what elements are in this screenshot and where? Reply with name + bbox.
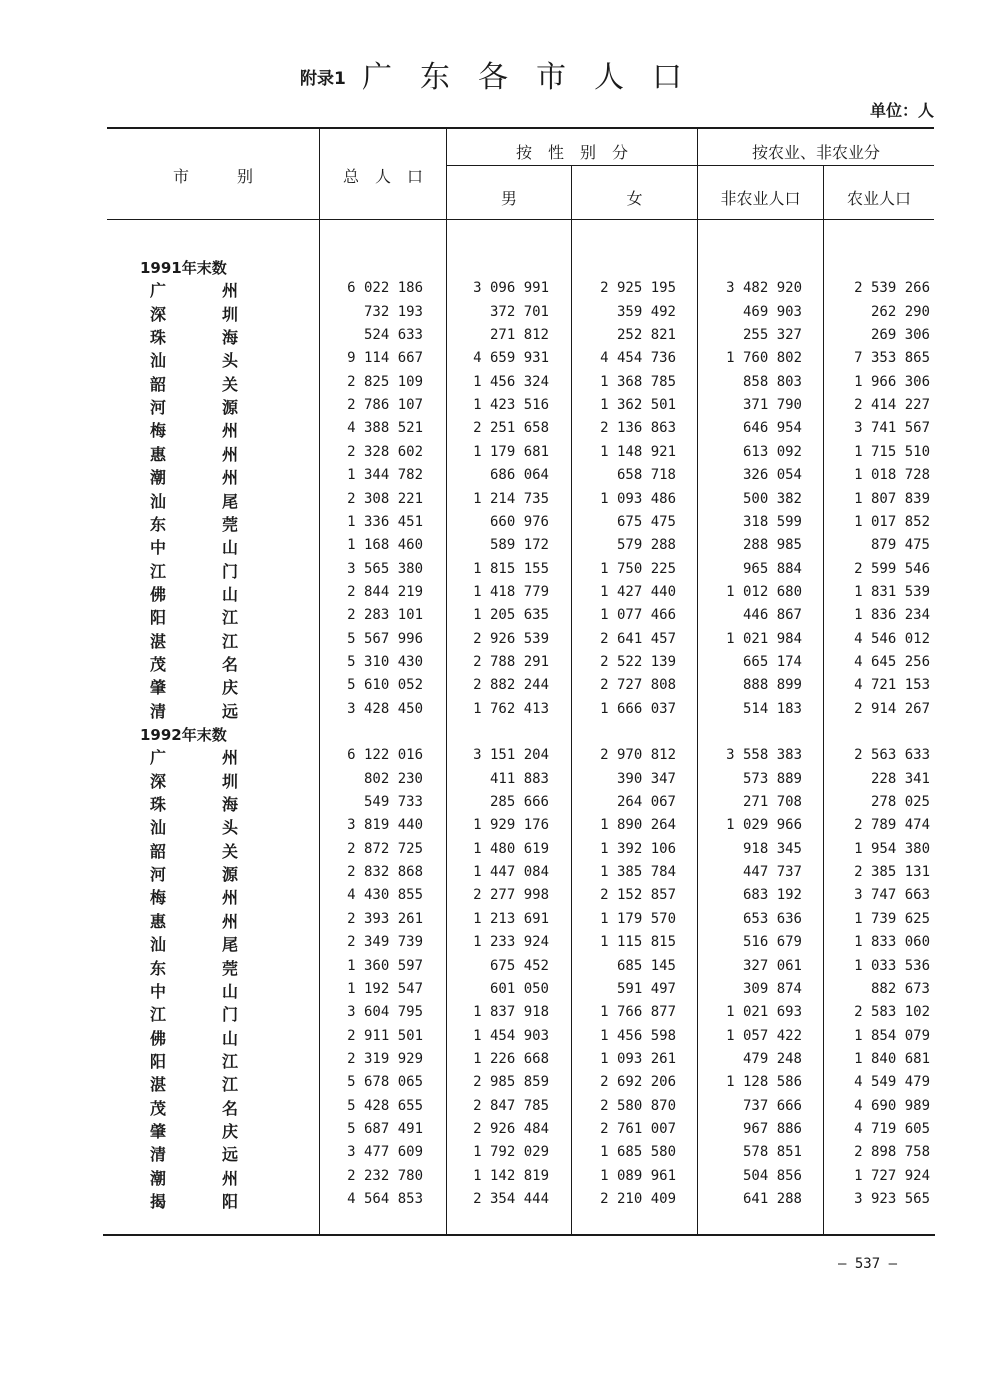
cell-male: 1 213 691 bbox=[473, 910, 549, 927]
cell-non-agri: 318 599 bbox=[742, 513, 802, 530]
city-name-char1: 肇 bbox=[150, 1121, 167, 1141]
cell-female: 2 136 863 bbox=[600, 420, 676, 437]
cell-male: 1 205 635 bbox=[473, 607, 549, 624]
city-name-char1: 汕 bbox=[150, 818, 167, 838]
cell-non-agri: 858 803 bbox=[742, 373, 802, 390]
cell-non-agri: 918 345 bbox=[742, 840, 802, 857]
cell-non-agri: 3 558 383 bbox=[726, 747, 802, 764]
cell-total: 1 360 597 bbox=[347, 957, 423, 974]
cell-total: 2 232 780 bbox=[347, 1167, 423, 1184]
city-name-char1: 深 bbox=[150, 304, 167, 324]
cell-male: 1 179 681 bbox=[473, 443, 549, 460]
cell-agri: 882 673 bbox=[870, 980, 930, 997]
cell-non-agri: 1 057 422 bbox=[726, 1027, 802, 1044]
city-name-char2: 头 bbox=[222, 351, 239, 371]
city-name-char2: 圳 bbox=[222, 771, 239, 791]
city-name-char1: 深 bbox=[150, 771, 167, 791]
cell-female: 1 148 921 bbox=[600, 443, 676, 460]
cell-agri: 2 414 227 bbox=[854, 397, 930, 414]
cell-total: 5 678 065 bbox=[347, 1074, 423, 1091]
cell-agri: 4 719 605 bbox=[854, 1120, 930, 1137]
header-by-agri: 按农业、非农业分 bbox=[751, 143, 880, 162]
city-name-char1: 清 bbox=[150, 701, 167, 721]
cell-female: 4 454 736 bbox=[600, 350, 676, 367]
city-name-char1: 茂 bbox=[150, 1098, 167, 1118]
cell-female: 591 497 bbox=[616, 980, 676, 997]
header-male: 男 bbox=[500, 189, 517, 208]
cell-female: 1 362 501 bbox=[600, 397, 676, 414]
city-name-char1: 阳 bbox=[150, 608, 167, 628]
cell-total: 2 786 107 bbox=[347, 397, 423, 414]
cell-agri: 2 563 633 bbox=[854, 747, 930, 764]
cell-agri: 1 954 380 bbox=[854, 840, 930, 857]
cell-agri: 4 549 479 bbox=[854, 1074, 930, 1091]
cell-non-agri: 327 061 bbox=[742, 957, 802, 974]
cell-non-agri: 1 012 680 bbox=[726, 583, 802, 600]
cell-male: 660 976 bbox=[489, 513, 549, 530]
cell-male: 1 454 903 bbox=[473, 1027, 549, 1044]
cell-total: 4 564 853 bbox=[347, 1191, 423, 1207]
cell-agri: 1 033 536 bbox=[854, 957, 930, 974]
cell-total: 2 349 739 bbox=[347, 934, 423, 951]
cell-total: 2 825 109 bbox=[347, 373, 423, 390]
cell-female: 1 890 264 bbox=[600, 817, 676, 834]
cell-female: 2 727 808 bbox=[600, 677, 676, 694]
city-name-char2: 头 bbox=[222, 818, 239, 838]
cell-male: 1 214 735 bbox=[473, 490, 549, 507]
cell-total: 1 192 547 bbox=[347, 980, 423, 997]
cell-agri: 1 017 852 bbox=[854, 513, 930, 530]
cell-non-agri: 646 954 bbox=[742, 420, 802, 437]
cell-male: 1 418 779 bbox=[473, 583, 549, 600]
city-name-char1: 湛 bbox=[150, 631, 167, 651]
cell-male: 1 142 819 bbox=[473, 1167, 549, 1184]
cell-non-agri: 326 054 bbox=[742, 467, 802, 484]
cell-non-agri: 514 183 bbox=[742, 700, 802, 717]
cell-male: 1 792 029 bbox=[473, 1144, 549, 1161]
cell-agri: 1 715 510 bbox=[854, 443, 930, 460]
city-name-char2: 莞 bbox=[222, 958, 239, 978]
cell-female: 390 347 bbox=[616, 770, 676, 787]
cell-female: 2 925 195 bbox=[600, 280, 676, 297]
cell-total: 3 819 440 bbox=[347, 817, 423, 834]
cell-agri: 7 353 865 bbox=[854, 350, 930, 367]
cell-male: 675 452 bbox=[489, 957, 549, 974]
city-name-char1: 广 bbox=[150, 281, 167, 301]
city-name-char2: 州 bbox=[222, 281, 239, 301]
header-by-sex: 按 性 别 分 bbox=[515, 143, 628, 162]
cell-male: 372 701 bbox=[489, 303, 549, 320]
cell-total: 4 388 521 bbox=[347, 420, 423, 437]
cell-total: 3 477 609 bbox=[347, 1144, 423, 1161]
cell-male: 2 926 484 bbox=[473, 1120, 549, 1137]
cell-agri: 2 583 102 bbox=[854, 1004, 930, 1021]
cell-non-agri: 967 886 bbox=[742, 1120, 802, 1137]
city-name-char1: 肇 bbox=[150, 678, 167, 698]
cell-non-agri: 479 248 bbox=[742, 1050, 802, 1067]
cell-non-agri: 309 874 bbox=[742, 980, 802, 997]
cell-female: 2 210 409 bbox=[600, 1191, 676, 1207]
cell-agri: 228 341 bbox=[870, 770, 930, 787]
cell-agri: 269 306 bbox=[870, 327, 930, 344]
cell-non-agri: 665 174 bbox=[742, 653, 802, 670]
cell-agri: 4 721 153 bbox=[854, 677, 930, 694]
city-name-char2: 山 bbox=[222, 981, 239, 1001]
city-name-char2: 莞 bbox=[222, 514, 239, 534]
cell-female: 2 152 857 bbox=[600, 887, 676, 904]
cell-male: 1 762 413 bbox=[473, 700, 549, 717]
city-name-char1: 湛 bbox=[150, 1075, 167, 1095]
header-agri: 农业人口 bbox=[846, 189, 911, 208]
cell-agri: 3 747 663 bbox=[854, 887, 930, 904]
city-name-char2: 州 bbox=[222, 888, 239, 908]
cell-total: 2 844 219 bbox=[347, 583, 423, 600]
city-name-char1: 潮 bbox=[150, 1168, 167, 1188]
cell-agri: 1 836 234 bbox=[854, 607, 930, 624]
cell-non-agri: 578 851 bbox=[742, 1144, 802, 1161]
cell-female: 1 093 261 bbox=[600, 1050, 676, 1067]
cell-total: 1 336 451 bbox=[347, 513, 423, 530]
cell-female: 1 115 815 bbox=[600, 934, 676, 951]
city-name-char2: 庆 bbox=[222, 1121, 239, 1141]
city-name-char2: 山 bbox=[222, 538, 239, 558]
city-name-char1: 东 bbox=[150, 514, 167, 534]
cell-male: 2 251 658 bbox=[473, 420, 549, 437]
cell-male: 1 837 918 bbox=[473, 1004, 549, 1021]
cell-total: 5 610 052 bbox=[347, 677, 423, 694]
cell-non-agri: 573 889 bbox=[742, 770, 802, 787]
cell-male: 3 096 991 bbox=[473, 280, 549, 297]
cell-total: 2 283 101 bbox=[347, 607, 423, 624]
city-name-char2: 远 bbox=[222, 701, 239, 721]
cell-female: 264 067 bbox=[616, 794, 676, 811]
cell-female: 2 692 206 bbox=[600, 1074, 676, 1091]
city-name-char2: 海 bbox=[222, 795, 239, 815]
cell-female: 359 492 bbox=[616, 303, 676, 320]
city-name-char1: 珠 bbox=[150, 795, 167, 815]
cell-agri: 2 599 546 bbox=[854, 560, 930, 577]
cell-female: 1 077 466 bbox=[600, 607, 676, 624]
city-name-char1: 韶 bbox=[150, 841, 167, 861]
cell-agri: 3 741 567 bbox=[854, 420, 930, 437]
cell-female: 1 179 570 bbox=[600, 910, 676, 927]
cell-agri: 262 290 bbox=[870, 303, 930, 320]
cell-non-agri: 653 636 bbox=[742, 910, 802, 927]
city-name-char2: 关 bbox=[222, 841, 239, 861]
header-city: 市 别 bbox=[172, 167, 253, 186]
cell-female: 2 522 139 bbox=[600, 653, 676, 670]
city-name-char1: 佛 bbox=[150, 584, 167, 604]
cell-non-agri: 371 790 bbox=[742, 397, 802, 414]
cell-non-agri: 446 867 bbox=[742, 607, 802, 624]
cell-female: 252 821 bbox=[616, 327, 676, 344]
city-name-char2: 州 bbox=[222, 911, 239, 931]
cell-total: 6 122 016 bbox=[347, 747, 423, 764]
cell-male: 4 659 931 bbox=[473, 350, 549, 367]
city-name-char2: 源 bbox=[222, 398, 239, 418]
cell-female: 1 685 580 bbox=[600, 1144, 676, 1161]
city-name-char2: 尾 bbox=[222, 491, 239, 511]
cell-non-agri: 469 903 bbox=[742, 303, 802, 320]
cell-total: 5 310 430 bbox=[347, 653, 423, 670]
cell-male: 1 423 516 bbox=[473, 397, 549, 414]
cell-total: 802 230 bbox=[363, 770, 423, 787]
cell-non-agri: 641 288 bbox=[742, 1191, 802, 1207]
cell-total: 5 428 655 bbox=[347, 1097, 423, 1114]
cell-male: 1 480 619 bbox=[473, 840, 549, 857]
cell-agri: 4 690 989 bbox=[854, 1097, 930, 1114]
cell-agri: 1 018 728 bbox=[854, 467, 930, 484]
city-name-char2: 州 bbox=[222, 444, 239, 464]
city-name-char2: 圳 bbox=[222, 304, 239, 324]
cell-non-agri: 288 985 bbox=[742, 537, 802, 554]
cell-male: 2 788 291 bbox=[473, 653, 549, 670]
city-name-char1: 中 bbox=[150, 981, 167, 1001]
city-name-char2: 名 bbox=[222, 1098, 239, 1118]
city-name-char1: 河 bbox=[150, 398, 167, 418]
cell-total: 2 911 501 bbox=[347, 1027, 423, 1044]
cell-total: 2 328 602 bbox=[347, 443, 423, 460]
cell-total: 4 430 855 bbox=[347, 887, 423, 904]
city-name-char2: 关 bbox=[222, 374, 239, 394]
cell-female: 1 666 037 bbox=[600, 700, 676, 717]
cell-non-agri: 888 899 bbox=[742, 677, 802, 694]
cell-male: 589 172 bbox=[489, 537, 549, 554]
cell-female: 658 718 bbox=[616, 467, 676, 484]
cell-non-agri: 504 856 bbox=[742, 1167, 802, 1184]
city-name-char2: 州 bbox=[222, 421, 239, 441]
cell-female: 1 093 486 bbox=[600, 490, 676, 507]
cell-female: 1 456 598 bbox=[600, 1027, 676, 1044]
city-name-char1: 江 bbox=[150, 1005, 167, 1025]
cell-agri: 879 475 bbox=[870, 537, 930, 554]
cell-total: 2 832 868 bbox=[347, 864, 423, 881]
cell-total: 3 565 380 bbox=[347, 560, 423, 577]
cell-agri: 2 789 474 bbox=[854, 817, 930, 834]
cell-non-agri: 737 666 bbox=[742, 1097, 802, 1114]
cell-agri: 1 840 681 bbox=[854, 1050, 930, 1067]
cell-agri: 2 914 267 bbox=[854, 700, 930, 717]
section-label: 1992年末数 bbox=[140, 726, 227, 744]
cell-agri: 3 923 565 bbox=[854, 1191, 930, 1207]
cell-female: 1 089 961 bbox=[600, 1167, 676, 1184]
city-name-char1: 惠 bbox=[150, 444, 167, 464]
cell-agri: 1 739 625 bbox=[854, 910, 930, 927]
cell-total: 524 633 bbox=[363, 327, 423, 344]
cell-female: 2 761 007 bbox=[600, 1120, 676, 1137]
title-prefix: 附录1 bbox=[300, 69, 346, 89]
cell-agri: 1 854 079 bbox=[854, 1027, 930, 1044]
city-name-char1: 梅 bbox=[150, 421, 167, 441]
cell-total: 9 114 667 bbox=[347, 350, 423, 367]
section-label: 1991年末数 bbox=[140, 259, 227, 277]
cell-agri: 1 833 060 bbox=[854, 934, 930, 951]
cell-male: 2 985 859 bbox=[473, 1074, 549, 1091]
city-name-char1: 东 bbox=[150, 958, 167, 978]
cell-female: 1 427 440 bbox=[600, 583, 676, 600]
city-name-char2: 尾 bbox=[222, 935, 239, 955]
cell-non-agri: 613 092 bbox=[742, 443, 802, 460]
cell-agri: 1 807 839 bbox=[854, 490, 930, 507]
city-name-char2: 州 bbox=[222, 468, 239, 488]
cell-male: 601 050 bbox=[489, 980, 549, 997]
cell-total: 732 193 bbox=[363, 303, 423, 320]
cell-male: 2 882 244 bbox=[473, 677, 549, 694]
cell-female: 1 750 225 bbox=[600, 560, 676, 577]
city-name-char2: 山 bbox=[222, 1028, 239, 1048]
cell-male: 411 883 bbox=[489, 770, 549, 787]
city-name-char1: 清 bbox=[150, 1145, 167, 1165]
cell-male: 2 926 539 bbox=[473, 630, 549, 647]
cell-female: 2 641 457 bbox=[600, 630, 676, 647]
cell-total: 6 022 186 bbox=[347, 280, 423, 297]
cell-non-agri: 1 128 586 bbox=[726, 1074, 802, 1091]
cell-female: 579 288 bbox=[616, 537, 676, 554]
city-name-char2: 门 bbox=[222, 561, 239, 581]
cell-non-agri: 965 884 bbox=[742, 560, 802, 577]
cell-total: 1 168 460 bbox=[347, 537, 423, 554]
cell-non-agri: 3 482 920 bbox=[726, 280, 802, 297]
unit-label: 单位：人 bbox=[869, 101, 934, 120]
city-name-char2: 山 bbox=[222, 584, 239, 604]
cell-female: 1 385 784 bbox=[600, 864, 676, 881]
cell-non-agri: 1 021 984 bbox=[726, 630, 802, 647]
cell-non-agri: 683 192 bbox=[742, 887, 802, 904]
cell-agri: 1 966 306 bbox=[854, 373, 930, 390]
cell-female: 675 475 bbox=[616, 513, 676, 530]
city-name-char2: 远 bbox=[222, 1145, 239, 1165]
city-name-char1: 江 bbox=[150, 561, 167, 581]
title-main: 广东各市人口 bbox=[362, 60, 710, 95]
cell-male: 2 354 444 bbox=[473, 1191, 549, 1207]
cell-agri: 2 898 758 bbox=[854, 1144, 930, 1161]
city-name-char2: 江 bbox=[222, 631, 239, 651]
cell-agri: 2 539 266 bbox=[854, 280, 930, 297]
city-name-char1: 阳 bbox=[150, 1051, 167, 1071]
cell-total: 3 428 450 bbox=[347, 700, 423, 717]
cell-total: 3 604 795 bbox=[347, 1004, 423, 1021]
city-name-char2: 州 bbox=[222, 748, 239, 768]
cell-male: 1 226 668 bbox=[473, 1050, 549, 1067]
cell-male: 1 447 084 bbox=[473, 864, 549, 881]
cell-male: 686 064 bbox=[489, 467, 549, 484]
cell-non-agri: 255 327 bbox=[742, 327, 802, 344]
cell-non-agri: 1 021 693 bbox=[726, 1004, 802, 1021]
city-name-char2: 门 bbox=[222, 1005, 239, 1025]
cell-non-agri: 500 382 bbox=[742, 490, 802, 507]
cell-agri: 2 385 131 bbox=[854, 864, 930, 881]
city-name-char1: 潮 bbox=[150, 468, 167, 488]
city-name-char2: 阳 bbox=[222, 1192, 239, 1211]
cell-agri: 278 025 bbox=[870, 794, 930, 811]
cell-female: 1 766 877 bbox=[600, 1004, 676, 1021]
cell-male: 2 277 998 bbox=[473, 887, 549, 904]
header-total: 总 人 口 bbox=[342, 167, 423, 186]
cell-total: 1 344 782 bbox=[347, 467, 423, 484]
cell-total: 5 567 996 bbox=[347, 630, 423, 647]
header-female: 女 bbox=[626, 189, 643, 208]
cell-total: 2 308 221 bbox=[347, 490, 423, 507]
cell-female: 1 368 785 bbox=[600, 373, 676, 390]
cell-male: 285 666 bbox=[489, 794, 549, 811]
city-name-char1: 河 bbox=[150, 865, 167, 885]
cell-male: 271 812 bbox=[489, 327, 549, 344]
cell-male: 1 929 176 bbox=[473, 817, 549, 834]
cell-non-agri: 516 679 bbox=[742, 934, 802, 951]
cell-total: 2 319 929 bbox=[347, 1050, 423, 1067]
city-name-char1: 茂 bbox=[150, 654, 167, 674]
cell-female: 1 392 106 bbox=[600, 840, 676, 857]
cell-total: 2 872 725 bbox=[347, 840, 423, 857]
city-name-char1: 珠 bbox=[150, 328, 167, 348]
cell-male: 1 456 324 bbox=[473, 373, 549, 390]
city-name-char1: 广 bbox=[150, 748, 167, 768]
city-name-char1: 中 bbox=[150, 538, 167, 558]
cell-male: 1 815 155 bbox=[473, 560, 549, 577]
cell-non-agri: 447 737 bbox=[742, 864, 802, 881]
cell-non-agri: 271 708 bbox=[742, 794, 802, 811]
cell-male: 2 847 785 bbox=[473, 1097, 549, 1114]
cell-male: 1 233 924 bbox=[473, 934, 549, 951]
city-name-char1: 揭 bbox=[150, 1192, 167, 1211]
city-name-char2: 海 bbox=[222, 328, 239, 348]
city-name-char1: 汕 bbox=[150, 351, 167, 371]
city-name-char1: 惠 bbox=[150, 911, 167, 931]
cell-agri: 4 645 256 bbox=[854, 653, 930, 670]
city-name-char2: 江 bbox=[222, 1075, 239, 1095]
cell-agri: 4 546 012 bbox=[854, 630, 930, 647]
header-non-agri: 非农业人口 bbox=[720, 189, 801, 208]
cell-non-agri: 1 760 802 bbox=[726, 350, 802, 367]
city-name-char2: 名 bbox=[222, 654, 239, 674]
city-name-char1: 韶 bbox=[150, 374, 167, 394]
city-name-char2: 江 bbox=[222, 608, 239, 628]
cell-total: 2 393 261 bbox=[347, 910, 423, 927]
city-name-char1: 梅 bbox=[150, 888, 167, 908]
city-name-char2: 州 bbox=[222, 1168, 239, 1188]
cell-female: 2 580 870 bbox=[600, 1097, 676, 1114]
city-name-char1: 汕 bbox=[150, 491, 167, 511]
page-number: — 537 — bbox=[838, 1256, 898, 1272]
cell-total: 549 733 bbox=[363, 794, 423, 811]
cell-male: 3 151 204 bbox=[473, 747, 549, 764]
city-name-char2: 江 bbox=[222, 1051, 239, 1071]
cell-total: 5 687 491 bbox=[347, 1120, 423, 1137]
cell-non-agri: 1 029 966 bbox=[726, 817, 802, 834]
city-name-char1: 佛 bbox=[150, 1028, 167, 1048]
cell-female: 2 970 812 bbox=[600, 747, 676, 764]
cell-agri: 1 727 924 bbox=[854, 1167, 930, 1184]
cell-female: 685 145 bbox=[616, 957, 676, 974]
city-name-char2: 源 bbox=[222, 865, 239, 885]
cell-agri: 1 831 539 bbox=[854, 583, 930, 600]
city-name-char1: 汕 bbox=[150, 935, 167, 955]
city-name-char2: 庆 bbox=[222, 678, 239, 698]
